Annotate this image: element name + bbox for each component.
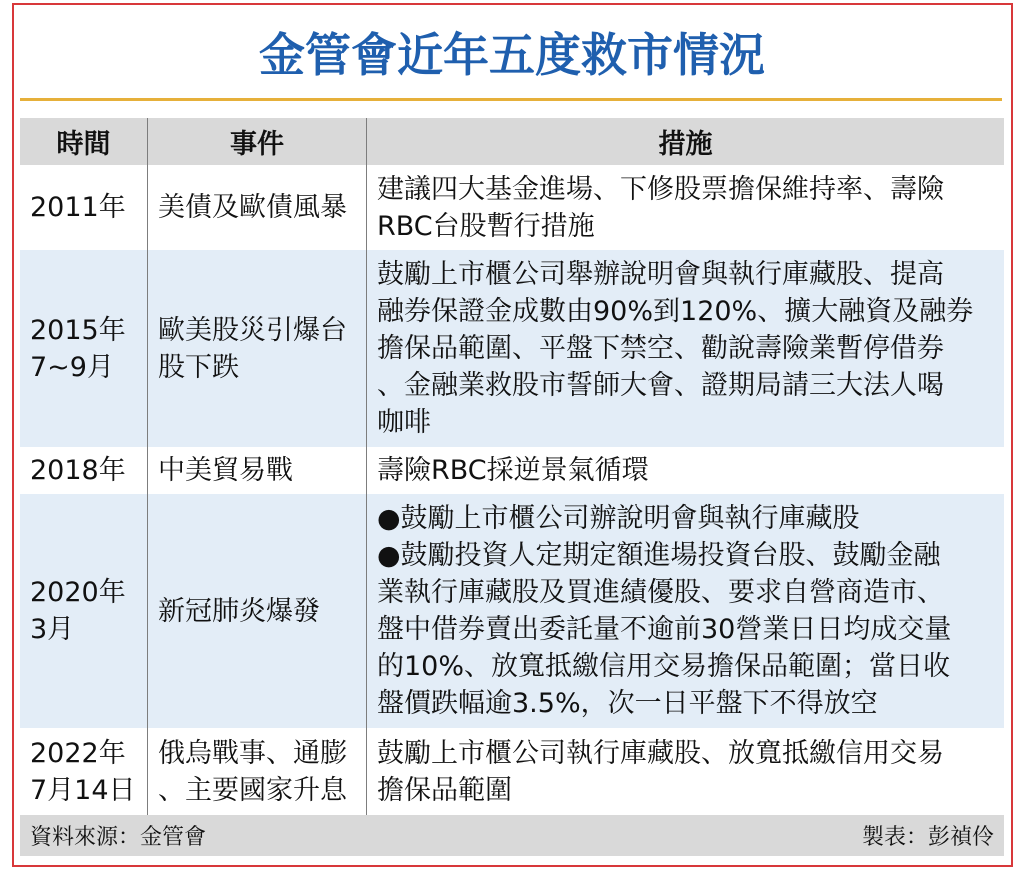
- time-line: 7月14日: [30, 774, 136, 806]
- time-line: 2018年: [30, 455, 126, 486]
- author-credit: 製表：彭禎伶: [861, 825, 994, 850]
- measure-line: 業執行庫藏股及買進績優股、要求自營商造市、: [377, 577, 944, 608]
- measure-line: ●鼓勵上市櫃公司辦說明會與執行庫藏股: [377, 503, 860, 534]
- measures-cell: [366, 728, 1004, 815]
- measure-line: 融券保證金成數由90%到120%、擴大融資及融券: [377, 296, 974, 327]
- measure-line: 建議四大基金進場、下修股票擔保維持率、壽險: [377, 173, 944, 205]
- source-credit: 資料來源：金管會: [30, 825, 207, 850]
- table-row: [20, 250, 1004, 447]
- measures-cell: [366, 165, 1004, 250]
- table-footer: [20, 815, 1004, 856]
- time-cell: [20, 494, 147, 728]
- event-line: 、主要國家升息: [158, 774, 347, 806]
- measure-line: 咖啡: [377, 407, 431, 438]
- header-event: 事件: [147, 118, 366, 165]
- time-line: 2011年: [30, 192, 126, 223]
- measure-line: 擔保品範圍: [377, 774, 512, 806]
- time-line: 7~9月: [30, 351, 114, 383]
- event-line: 歐美股災引爆台: [158, 314, 347, 346]
- measure-line: 鼓勵上市櫃公司執行庫藏股、放寬抵繳信用交易: [377, 737, 944, 769]
- measure-line: 壽險RBC採逆景氣循環: [377, 455, 649, 486]
- measures-cell: [366, 447, 1004, 494]
- title-divider: [20, 98, 1002, 101]
- header-time: 時間: [56, 129, 111, 160]
- time-line: 2015年: [30, 314, 126, 346]
- time-line: 2020年: [30, 577, 126, 608]
- page-title: 金管會近年五度救市情況: [259, 28, 765, 82]
- time-line: 2022年: [30, 737, 126, 769]
- table-row: [20, 494, 1004, 728]
- event-cell: [147, 165, 366, 250]
- time-cell: [20, 165, 147, 250]
- event-line: 新冠肺炎爆發: [158, 595, 320, 627]
- table-row: [20, 447, 1004, 494]
- table-header: [20, 118, 1004, 165]
- measure-line: 盤中借券賣出委託量不逾前30營業日日均成交量: [377, 614, 952, 645]
- measure-line: 盤價跌幅逾3.5%，次一日平盤下不得放空: [377, 688, 878, 719]
- event-line: 中美貿易戰: [158, 455, 293, 486]
- time-cell: [20, 250, 147, 447]
- event-cell: [147, 494, 366, 728]
- event-line: 美債及歐債風暴: [158, 192, 347, 223]
- event-line: 俄烏戰事、通膨: [158, 737, 347, 769]
- header-measures: 措施: [366, 118, 1004, 165]
- table-row: [20, 728, 1004, 815]
- table-row: [20, 165, 1004, 250]
- measures-cell: [366, 494, 1004, 728]
- time-cell: [20, 728, 147, 815]
- measures-cell: [366, 250, 1004, 447]
- measure-line: 鼓勵上市櫃公司舉辦說明會與執行庫藏股、提高: [377, 259, 944, 290]
- measure-line: 的10%、放寬抵繳信用交易擔保品範圍；當日收: [377, 651, 951, 682]
- measure-line: 擔保品範圍、平盤下禁空、勸說壽險業暫停借券: [377, 333, 944, 364]
- event-cell: [147, 447, 366, 494]
- event-cell: [147, 728, 366, 815]
- event-line: 股下跌: [158, 351, 239, 383]
- measure-line: ●鼓勵投資人定期定額進場投資台股、鼓勵金融: [377, 540, 941, 571]
- time-cell: [20, 447, 147, 494]
- time-line: 3月: [30, 614, 75, 645]
- measure-line: 、金融業救股市誓師大會、證期局請三大法人喝: [377, 370, 944, 401]
- event-cell: [147, 250, 366, 447]
- measure-line: RBC台股暫行措施: [377, 210, 595, 242]
